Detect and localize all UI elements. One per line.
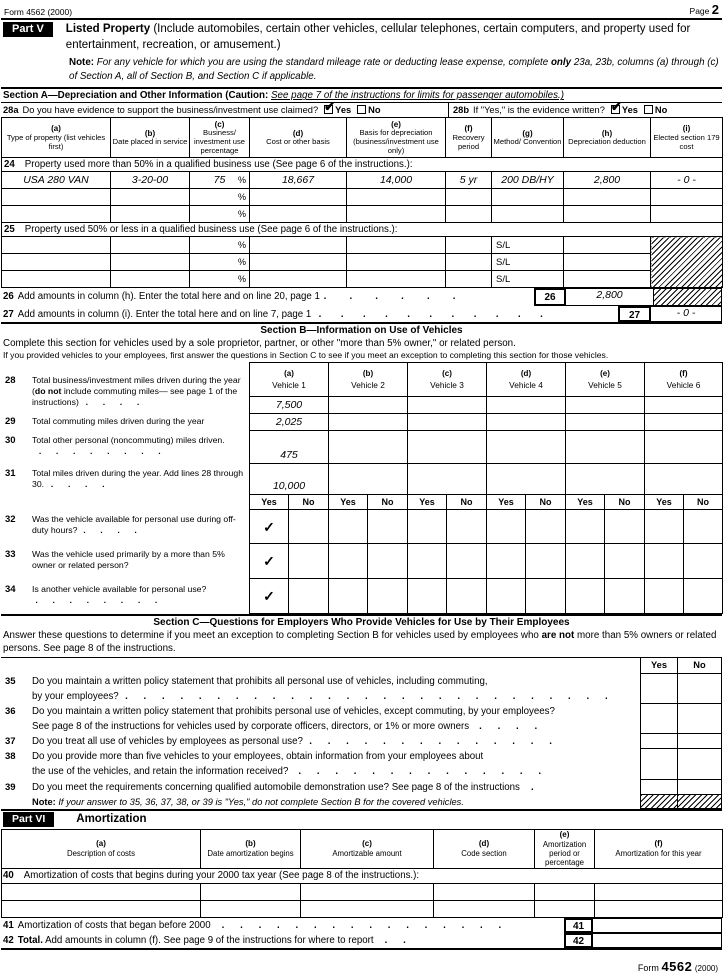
check-cell[interactable] — [408, 579, 447, 614]
q37-no-cell[interactable] — [677, 734, 722, 749]
miles-entry[interactable] — [408, 431, 487, 464]
col-head-a: (a) Description of costs — [2, 829, 201, 868]
recovery-entry[interactable] — [446, 237, 492, 254]
check-cell[interactable] — [329, 510, 368, 544]
miles-entry[interactable] — [408, 414, 487, 431]
checkbox-28b-yes-checked[interactable] — [610, 99, 622, 115]
line-42-row — [1, 933, 722, 948]
miles-entry[interactable] — [329, 431, 408, 464]
cost-entry[interactable]: 18,667 — [250, 172, 347, 189]
vehicle-2-head: (b) Vehicle 2 — [329, 363, 408, 397]
recovery-entry[interactable] — [446, 189, 492, 206]
section-b-title: Section B—Information on Use of Vehicles — [1, 322, 722, 337]
check-cell[interactable] — [605, 544, 645, 579]
check-cell[interactable] — [684, 544, 723, 579]
section-c-intro: Answer these questions to determine if you meet an exception to completing Section B for vehicles used by employees who are not more than 5% owners or related persons. See page 8 of the instructions. — [3, 630, 717, 655]
q38-no-cell[interactable] — [677, 749, 722, 779]
evidence-question-row — [1, 99, 722, 117]
deduction-entry[interactable] — [564, 189, 651, 206]
code-entry[interactable] — [434, 883, 535, 900]
page-header — [1, 0, 722, 18]
hatched-area — [651, 237, 723, 288]
cost-entry[interactable] — [250, 189, 347, 206]
question-36-row — [1, 704, 722, 734]
check-cell[interactable] — [645, 544, 684, 579]
vehicle-4-head: (d) Vehicle 4 — [487, 363, 566, 397]
vehicle-5-head: (e) Vehicle 5 — [566, 363, 645, 397]
method-entry[interactable] — [492, 189, 564, 206]
description-entry[interactable] — [2, 883, 201, 900]
row-29-values — [250, 414, 723, 431]
deduction-entry[interactable] — [564, 271, 651, 288]
col-head-d: (d) Code section — [434, 829, 535, 868]
col-head-b: (b) Date amortization begins — [201, 829, 301, 868]
question-33-label: 33 Was the vehicle used primarily by a more than 5% owner or related person? — [5, 549, 225, 571]
table-row — [2, 883, 723, 900]
col-head-f: (f) Amortization for this year — [595, 829, 723, 868]
basis-entry[interactable] — [347, 254, 446, 271]
question-29-label: 29 Total commuting miles driven during the year — [5, 416, 205, 428]
amortization-header-row — [2, 829, 723, 868]
section-c-title: Section C—Questions for Employers Who Provide Vehicles for Use by Their Employees — [153, 617, 570, 629]
check-cell[interactable] — [566, 579, 605, 614]
form-number: 4562 — [661, 958, 693, 974]
miles-entry[interactable]: 10,000 — [250, 464, 329, 495]
check-cell[interactable] — [368, 579, 408, 614]
col-head-e: (e) Amortization period or percentage — [535, 829, 595, 868]
miles-entry[interactable]: 475 — [250, 431, 329, 464]
check-cell[interactable] — [526, 579, 566, 614]
check-cell[interactable] — [487, 510, 526, 544]
check-cell[interactable] — [289, 544, 329, 579]
cost-entry[interactable] — [250, 237, 347, 254]
check-cell[interactable]: ✓ — [250, 544, 289, 579]
question-28-label: 28 Total business/investment miles driven during the year (do not include commuting miles— see page 1 of the instructions) . . . . — [5, 375, 241, 408]
miles-entry[interactable] — [645, 397, 723, 414]
miles-entry[interactable] — [566, 397, 645, 414]
pct-entry[interactable]: % — [190, 254, 250, 271]
deduction-entry[interactable]: 2,800 — [564, 172, 651, 189]
hatched-area — [640, 795, 677, 809]
page-footer: Form 4562 (2000) — [637, 958, 718, 974]
question-37-text: 37 Do you treat all use of vehicles by employees as personal use? . . . . . . . . . . . . . . — [5, 736, 553, 748]
line-27-total[interactable]: - 0 - — [651, 306, 722, 322]
q39-no-cell[interactable] — [677, 780, 722, 795]
amount-entry[interactable] — [301, 900, 434, 917]
check-cell[interactable] — [408, 544, 447, 579]
miles-entry[interactable] — [487, 414, 566, 431]
basis-entry[interactable]: 14,000 — [347, 172, 446, 189]
question-28a: 28a Do you have evidence to support the business/investment use claimed? ✔ Yes No — [1, 103, 449, 117]
check-cell[interactable] — [447, 510, 487, 544]
section-a-table — [1, 117, 723, 288]
checkbox-28b-no[interactable] — [644, 105, 653, 114]
question-30-label: 30 Total other personal (noncommuting) miles driven. . . . . . . . . — [5, 435, 225, 457]
col-head-g: (g) Method/ Convention — [492, 118, 564, 158]
part-vi-badge: Part VI — [3, 812, 54, 827]
line-24-label-row: 24 Property used more than 50% in a qualified business use (See page 6 of the instructions.): — [2, 158, 723, 172]
part-v-note: Note: For any vehicle for which you are using the standard mileage rate or deducting lease expense, complete only 23a, 23b, columns (a) through (c) of Section A, all of Section B, and Section C if applicable. — [69, 57, 719, 82]
deduction-entry[interactable] — [564, 254, 651, 271]
code-entry[interactable] — [434, 900, 535, 917]
vehicle-3-head: (c) Vehicle 3 — [408, 363, 487, 397]
miles-entry[interactable] — [329, 397, 408, 414]
q39-yes-cell[interactable] — [640, 780, 677, 795]
check-cell[interactable] — [289, 510, 329, 544]
table-row — [2, 254, 723, 271]
part-v-badge: Part V — [3, 22, 53, 37]
col-head-h: (h) Depreciation deduction — [564, 118, 651, 158]
question-38-row — [1, 749, 722, 779]
no-column-header: No — [677, 658, 722, 674]
line-25-label-row: 25 Property used 50% or less in a qualified business use (See page 6 of the instructions.): — [2, 223, 723, 237]
checkmark-icon: ✔ — [610, 99, 622, 115]
line-26-total[interactable]: 2,800 — [566, 288, 654, 306]
col-head-c: (c) Amortizable amount — [301, 829, 434, 868]
vehicle-header-row — [250, 363, 723, 397]
property-entry[interactable] — [2, 237, 111, 254]
property-entry[interactable] — [2, 254, 111, 271]
check-cell[interactable] — [566, 510, 605, 544]
line-41-label: 41 Amortization of costs that began before 2000 . . . . . . . . . . . . . . . . — [3, 919, 503, 931]
date-entry[interactable] — [111, 271, 190, 288]
section-c-note-row — [1, 795, 722, 809]
question-38-text: 38 Do you provide more than five vehicles to your employees, obtain information from your employees about the use of the vehicles, and retain the information received? . . . . . . . . . . . . . . — [5, 751, 543, 778]
q37-yes-cell[interactable] — [640, 734, 677, 749]
checkbox-28a-no[interactable] — [357, 105, 366, 114]
check-cell[interactable] — [289, 579, 329, 614]
miles-entry[interactable] — [329, 464, 408, 495]
section-b-question-labels — [1, 362, 249, 614]
line-27-row — [1, 306, 722, 322]
page-indicator: Page 2 — [689, 2, 719, 17]
question-39-text: 39 Do you meet the requirements concerning qualified automobile demonstration use? See page 8 of the instructions . — [5, 781, 535, 793]
row-28-values — [250, 397, 723, 414]
hatched-area — [677, 795, 722, 809]
check-cell[interactable] — [684, 510, 723, 544]
section-c-note: Note: If your answer to 35, 36, 37, 38, or 39 is "Yes," do not complete Section B for the covered vehicles. — [32, 796, 464, 807]
row-30-values — [250, 431, 723, 464]
line-26-label: 26 Add amounts in column (h). Enter the total here and on line 20, page 1 . . . . . . — [3, 291, 457, 303]
row-31-values — [250, 464, 723, 495]
row-33-checks — [250, 544, 723, 579]
cost-entry[interactable] — [250, 206, 347, 223]
col-head-d: (d) Cost or other basis — [250, 118, 347, 158]
question-35-row — [1, 674, 722, 704]
check-cell[interactable] — [487, 544, 526, 579]
table-row — [2, 206, 723, 223]
description-entry[interactable] — [2, 900, 201, 917]
miles-entry[interactable]: 7,500 — [250, 397, 329, 414]
miles-entry[interactable] — [329, 414, 408, 431]
date-entry[interactable] — [111, 189, 190, 206]
line-42-numbox: 42 — [564, 933, 593, 948]
check-cell[interactable]: ✓ — [250, 510, 289, 544]
page-number: 2 — [711, 2, 719, 17]
cost-entry[interactable] — [250, 254, 347, 271]
property-entry[interactable] — [2, 206, 111, 223]
miles-entry[interactable] — [566, 414, 645, 431]
period-entry[interactable] — [535, 883, 595, 900]
section-a-caption: Section A—Depreciation and Other Information (Caution: See page 7 of the instructions for limits for passenger automobiles.) — [1, 87, 722, 102]
deduction-entry[interactable] — [564, 237, 651, 254]
question-28b: 28b If "Yes," is the evidence written? ✔ Yes No — [453, 99, 668, 116]
question-32-label: 32 Was the vehicle available for personal use during off-duty hours? . . . . — [5, 514, 236, 536]
check-cell[interactable] — [329, 579, 368, 614]
method-sl: S/L — [492, 271, 564, 288]
spacer — [1, 494, 249, 509]
recovery-entry[interactable] — [446, 206, 492, 223]
question-39-row — [1, 780, 722, 795]
check-cell[interactable] — [526, 510, 566, 544]
check-cell[interactable] — [408, 510, 447, 544]
check-cell[interactable] — [566, 544, 605, 579]
check-cell[interactable] — [487, 579, 526, 614]
table-row — [2, 189, 723, 206]
line-27-numbox: 27 — [618, 306, 651, 322]
miles-entry[interactable]: 2,025 — [250, 414, 329, 431]
col-head-i: (i) Elected section 179 cost — [651, 118, 723, 158]
q36-yes-cell[interactable] — [640, 704, 677, 734]
check-cell[interactable] — [605, 579, 645, 614]
spacer — [1, 658, 640, 674]
hatched-area — [654, 288, 722, 306]
check-cell[interactable] — [329, 544, 368, 579]
table-header-row — [2, 118, 723, 158]
yes-no-header-row: Yes No Yes No Yes No Yes No Yes No Yes No — [250, 495, 723, 510]
check-cell[interactable] — [447, 579, 487, 614]
line-40-label-row: 40 Amortization of costs that begins during your 2000 tax year (See page 8 of the instructions.): — [2, 868, 723, 883]
check-cell[interactable] — [368, 510, 408, 544]
yes-column-header: Yes — [640, 658, 677, 674]
table-row — [2, 271, 723, 288]
vehicle-6-head: (f) Vehicle 6 — [645, 363, 723, 397]
line-41-total[interactable] — [593, 918, 722, 933]
miles-entry[interactable] — [645, 414, 723, 431]
line-42-total[interactable] — [593, 933, 722, 948]
method-entry[interactable]: 200 DB/HY — [492, 172, 564, 189]
line-41-row — [1, 918, 722, 933]
line-26-row — [1, 288, 722, 306]
check-cell[interactable] — [526, 544, 566, 579]
part-vi-header — [1, 809, 722, 829]
section-b-paragraph-1: Complete this section for vehicles used by a sole proprietor, partner, or other "more than 5% owner," or related person. — [3, 338, 516, 350]
miles-entry[interactable] — [566, 464, 645, 495]
date-entry[interactable] — [201, 900, 301, 917]
miles-entry[interactable] — [487, 431, 566, 464]
property-entry[interactable] — [2, 189, 111, 206]
question-31-label: 31 Total miles driven during the year. Add lines 28 through 30. . . . . — [5, 468, 244, 490]
question-34-label: 34 Is another vehicle available for personal use? . . . . . . . . — [5, 584, 207, 606]
s179-entry[interactable]: - 0 - — [651, 172, 723, 189]
method-sl: S/L — [492, 237, 564, 254]
q35-yes-cell[interactable] — [640, 674, 677, 704]
method-entry[interactable] — [492, 206, 564, 223]
part-v-title: Listed Property (Include automobiles, certain other vehicles, cellular telephones, certain computers, and property used for entertainment, recreation, or amusement.) — [65, 23, 691, 51]
vehicle-table — [249, 362, 723, 614]
line-27-label: 27 Add amounts in column (i). Enter the total here and on line 7, page 1 . . . . . . . . . . . — [3, 309, 544, 321]
recovery-entry[interactable] — [446, 271, 492, 288]
check-cell[interactable] — [368, 544, 408, 579]
pct-entry[interactable]: % — [190, 237, 250, 254]
miles-entry[interactable] — [408, 464, 487, 495]
question-37-row — [1, 734, 722, 749]
basis-entry[interactable] — [347, 189, 446, 206]
check-cell[interactable] — [605, 510, 645, 544]
recovery-entry[interactable]: 5 yr — [446, 172, 492, 189]
period-entry[interactable] — [535, 900, 595, 917]
line-26-numbox: 26 — [534, 288, 566, 306]
date-entry[interactable] — [201, 883, 301, 900]
miles-entry[interactable] — [408, 397, 487, 414]
miles-entry[interactable] — [566, 431, 645, 464]
basis-entry[interactable] — [347, 237, 446, 254]
line-42-label: 42 Total. Add amounts in column (f). See page 9 of the instructions for where to report . . — [3, 934, 407, 946]
miles-entry[interactable] — [645, 431, 723, 464]
col-head-c: (c) Business/ investment use percentage — [190, 118, 250, 158]
basis-entry[interactable] — [347, 206, 446, 223]
table-row — [2, 172, 723, 189]
q38-yes-cell[interactable] — [640, 749, 677, 779]
date-entry[interactable]: 3-20-00 — [111, 172, 190, 189]
date-entry[interactable] — [111, 254, 190, 271]
col-head-f: (f) Recovery period — [446, 118, 492, 158]
cost-entry[interactable] — [250, 271, 347, 288]
deduction-entry[interactable] — [564, 206, 651, 223]
s179-entry[interactable] — [651, 206, 723, 223]
recovery-entry[interactable] — [446, 254, 492, 271]
col-head-a: (a) Type of property (list vehicles first) — [2, 118, 111, 158]
check-cell[interactable] — [684, 579, 723, 614]
line-41-numbox: 41 — [564, 918, 593, 933]
question-35-text: 35 Do you maintain a written policy statement that prohibits all personal use of vehicles, including commuting, by your employees? . . . . . . . . . . . . . . . . . . . . . . . . . . . — [5, 676, 609, 703]
method-sl: S/L — [492, 254, 564, 271]
amortization-table — [1, 829, 723, 918]
table-row — [2, 900, 723, 917]
question-36-text: 36 Do you maintain a written policy statement that prohibits personal use of vehicles, except commuting, by your employees? See page 8 of the instructions for vehicles used by corporate officers, directors, or 1% or more owners . . . . — [5, 706, 555, 733]
check-cell[interactable]: ✓ — [250, 579, 289, 614]
check-cell[interactable] — [645, 579, 684, 614]
property-entry[interactable] — [2, 271, 111, 288]
check-cell[interactable] — [447, 544, 487, 579]
date-entry[interactable] — [111, 206, 190, 223]
date-entry[interactable] — [111, 237, 190, 254]
q35-no-cell[interactable] — [677, 674, 722, 704]
row-34-checks — [250, 579, 723, 614]
form-4562-page-2 — [1, 0, 722, 974]
check-cell[interactable] — [645, 510, 684, 544]
amount-entry[interactable] — [301, 883, 434, 900]
part-v-header — [1, 20, 722, 53]
section-b-paragraph-2: If you provided vehicles to your employees, first answer the questions in Section C to see if you meet an exception to completing this section for those vehicles. — [3, 350, 609, 361]
checkbox-28a-yes-checked[interactable] — [324, 99, 336, 115]
pct-entry[interactable]: 75 % — [190, 172, 250, 189]
amortization-entry[interactable] — [595, 900, 723, 917]
table-row — [2, 237, 723, 254]
checkmark-icon: ✔ — [324, 99, 336, 115]
section-b-grid — [1, 362, 722, 616]
miles-entry[interactable] — [645, 464, 723, 495]
row-32-checks — [250, 510, 723, 544]
property-entry[interactable]: USA 280 VAN — [2, 172, 111, 189]
pct-entry[interactable]: % — [190, 271, 250, 288]
basis-entry[interactable] — [347, 271, 446, 288]
form-id: Form 4562 (2000) — [4, 7, 73, 17]
amortization-entry[interactable] — [595, 883, 723, 900]
col-head-e: (e) Basis for depreciation (business/investment use only) — [347, 118, 446, 158]
miles-entry[interactable] — [487, 397, 566, 414]
col-head-b: (b) Date placed in service — [111, 118, 190, 158]
section-c-yes-no-header — [1, 657, 722, 674]
s179-entry[interactable] — [651, 189, 723, 206]
pct-entry[interactable]: % — [190, 206, 250, 223]
pct-entry[interactable]: % — [190, 189, 250, 206]
q36-no-cell[interactable] — [677, 704, 722, 734]
vehicle-1-head: (a) Vehicle 1 — [250, 363, 329, 397]
part-vi-title: Amortization — [76, 813, 147, 826]
miles-entry[interactable] — [487, 464, 566, 495]
